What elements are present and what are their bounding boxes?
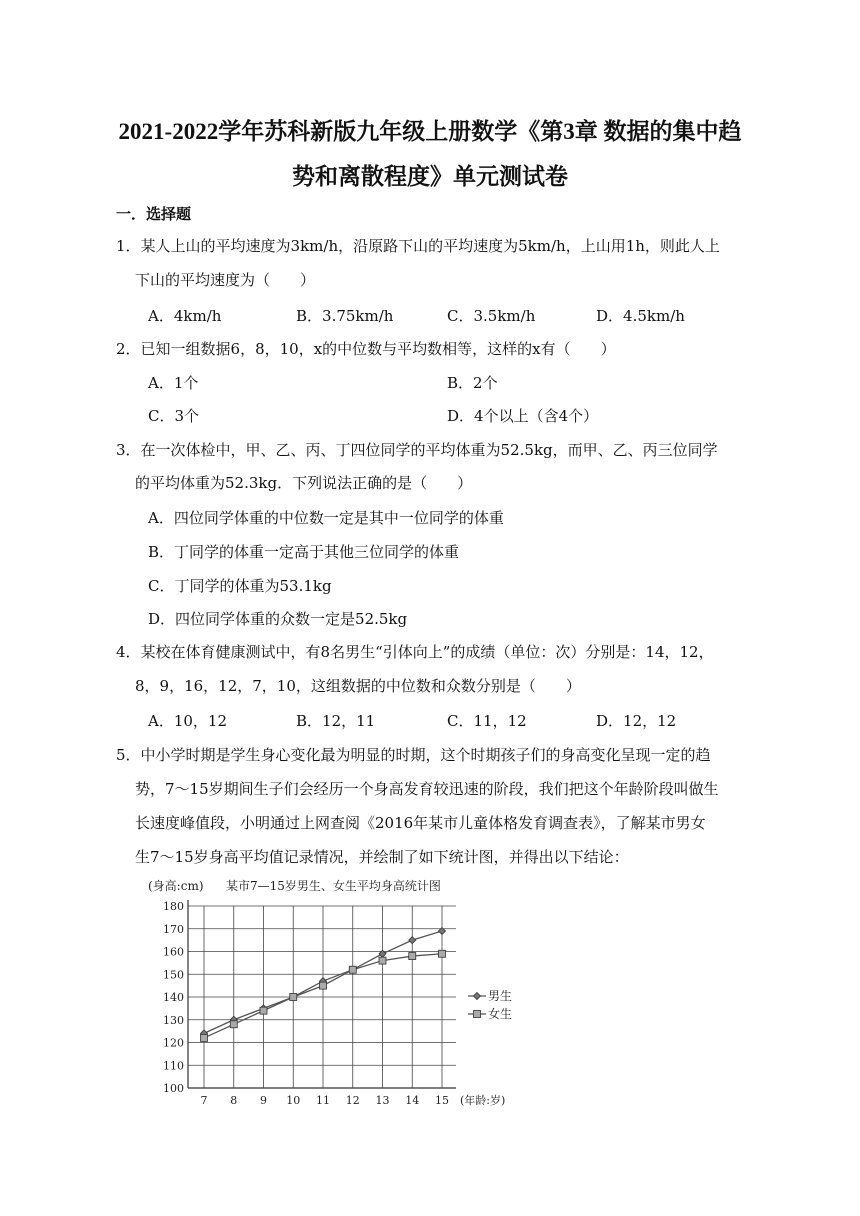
chart-title: 某市7—15岁男生、女生平均身高统计图 bbox=[226, 879, 441, 893]
legend-label: 女生 bbox=[488, 1007, 513, 1021]
question-4-option-b: B．12，11 bbox=[296, 712, 376, 730]
x-axis-label: (年龄:岁) bbox=[460, 1094, 506, 1107]
y-tick-label: 150 bbox=[163, 968, 184, 982]
data-point-girls bbox=[379, 957, 386, 964]
data-point-boys bbox=[409, 937, 416, 944]
legend-label: 男生 bbox=[488, 989, 513, 1003]
legend-marker bbox=[474, 993, 481, 1000]
question-3-option-a: A．四位同学体重的中位数一定是其中一位同学的体重 bbox=[148, 509, 504, 527]
question-2-option-d: D．4个以上（含4个） bbox=[447, 407, 599, 425]
x-tick-label: 12 bbox=[345, 1094, 360, 1107]
y-tick-label: 120 bbox=[163, 1036, 184, 1050]
question-1-option-b: B．3.75km/h bbox=[296, 307, 394, 325]
document-title-line2: 势和离散程度》单元测试卷 bbox=[292, 164, 568, 189]
question-2-option-b: B．2个 bbox=[447, 374, 498, 392]
y-tick-label: 110 bbox=[163, 1059, 184, 1073]
question-4-option-d: D．12，12 bbox=[596, 712, 677, 730]
y-tick-label: 140 bbox=[163, 991, 184, 1004]
data-point-girls bbox=[230, 1021, 237, 1028]
question-3-line-1: 3．在一次体检中，甲、乙、丙、丁四位同学的平均体重为52.5kg，而甲、乙、丙三位同学 bbox=[116, 441, 718, 459]
question-2-option-a: A．1个 bbox=[148, 374, 199, 392]
question-1-option-a: A．4km/h bbox=[148, 307, 222, 325]
question-1-option-d: D．4.5km/h bbox=[596, 307, 685, 325]
x-tick-label: 8 bbox=[230, 1094, 238, 1107]
x-tick-label: 14 bbox=[405, 1094, 420, 1107]
question-2-option-c: C．3个 bbox=[148, 407, 200, 425]
question-1-line-2: 下山的平均速度为（ ） bbox=[135, 271, 316, 289]
question-5-line-4: 生7～15岁身高平均值记录情况，并绘制了如下统计图，并得出以下结论： bbox=[135, 848, 629, 866]
data-point-girls bbox=[201, 1034, 208, 1041]
question-3-line-2: 的平均体重为52.3kg．下列说法正确的是（ ） bbox=[135, 474, 473, 492]
document-title-line1: 2021-2022学年苏科新版九年级上册数学《第3章 数据的集中趋 bbox=[118, 119, 742, 144]
question-1-option-c: C．3.5km/h bbox=[447, 307, 536, 325]
x-tick-label: 15 bbox=[435, 1094, 449, 1107]
y-tick-label: 180 bbox=[163, 900, 184, 913]
y-tick-label: 170 bbox=[163, 922, 184, 936]
question-3-option-d: D．四位同学体重的众数一定是52.5kg bbox=[148, 610, 408, 628]
question-2-line-1: 2．已知一组数据6，8，10，x的中位数与平均数相等，这样的x有（ ） bbox=[116, 340, 616, 358]
height-line-chart bbox=[146, 878, 526, 1110]
question-4-option-a: A．10，12 bbox=[148, 712, 228, 730]
question-4-option-c: C．11，12 bbox=[447, 712, 527, 730]
question-4-line-2: 8，9，16，12，7，10，这组数据的中位数和众数分别是（ ） bbox=[135, 677, 581, 695]
y-axis-label: (身高:cm) bbox=[148, 879, 204, 893]
x-tick-label: 11 bbox=[316, 1094, 330, 1107]
y-tick-label: 130 bbox=[163, 1013, 184, 1027]
data-point-girls bbox=[439, 950, 446, 957]
data-point-girls bbox=[260, 1007, 267, 1014]
x-tick-label: 10 bbox=[286, 1094, 301, 1107]
question-3-option-b: B．丁同学的体重一定高于其他三位同学的体重 bbox=[148, 543, 460, 561]
x-tick-label: 7 bbox=[200, 1094, 208, 1107]
data-point-girls bbox=[290, 994, 297, 1001]
y-tick-label: 100 bbox=[163, 1082, 184, 1095]
question-3-option-c: C．丁同学的体重为53.1kg bbox=[148, 577, 332, 595]
x-tick-label: 13 bbox=[375, 1094, 390, 1107]
legend-marker bbox=[474, 1011, 481, 1018]
data-point-girls bbox=[409, 953, 416, 960]
question-5-line-1: 5．中小学时期是学生身心变化最为明显的时期，这个时期孩子们的身高变化呈现一定的趋 bbox=[116, 746, 711, 764]
question-5-line-2: 势，7～15岁期间生子们会经历一个身高发育较迅速的阶段，我们把这个年龄阶段叫做生 bbox=[135, 780, 719, 798]
data-point-girls bbox=[349, 966, 356, 973]
question-4-line-1: 4．某校在体育健康测试中，有8名男生“引体向上”的成绩（单位：次）分别是：14，12， bbox=[116, 643, 714, 661]
x-tick-label: 9 bbox=[260, 1094, 267, 1107]
question-5-line-3: 长速度峰值段，小明通过上网查阅《2016年某市儿童体格发育调查表》，了解某市男女 bbox=[135, 814, 706, 832]
y-tick-label: 160 bbox=[163, 945, 184, 959]
data-point-girls bbox=[320, 982, 327, 989]
question-1-line-1: 1．某人上山的平均速度为3km/h，沿原路下山的平均速度为5km/h，上山用1h，则此人上 bbox=[116, 237, 720, 255]
section-heading: 一．选择题 bbox=[116, 205, 192, 223]
